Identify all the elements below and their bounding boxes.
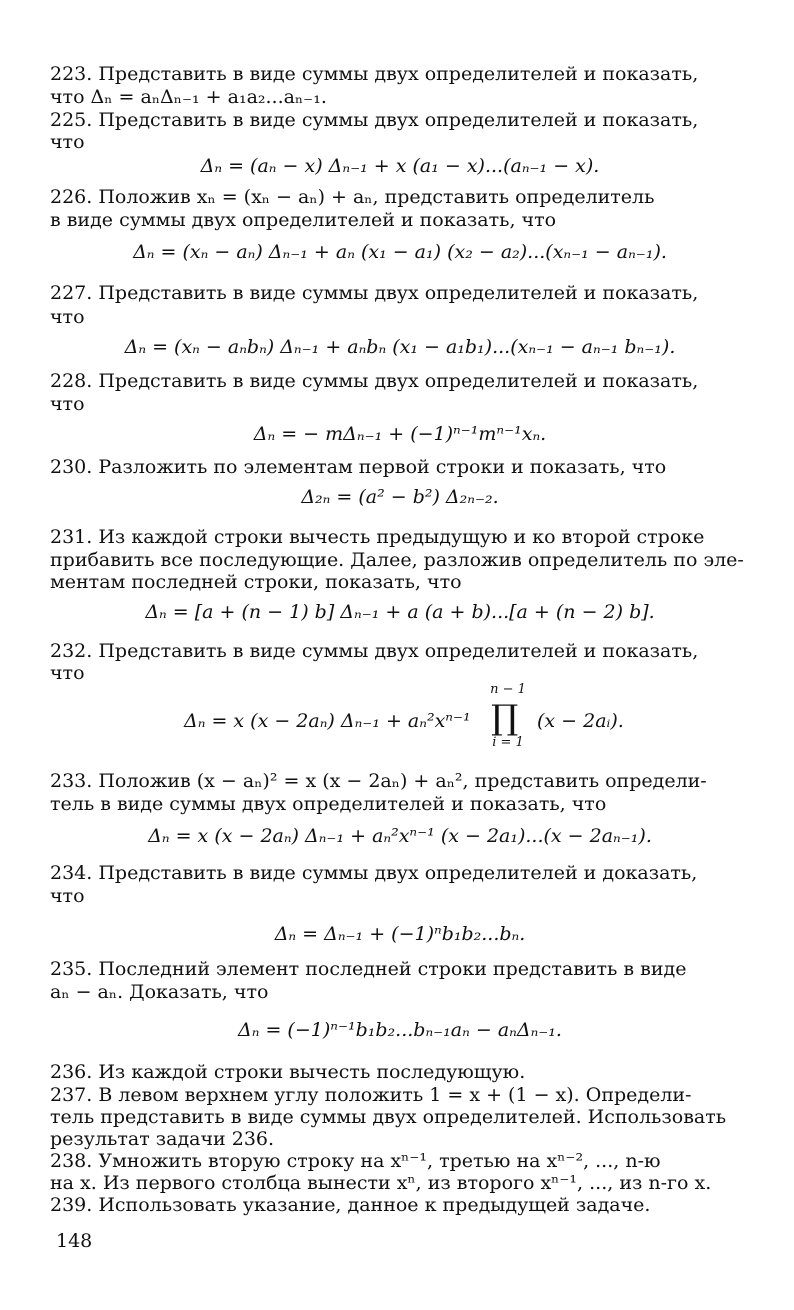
problem-236-line-1: 236. Из каждой строки вычесть последующую.: [50, 1061, 526, 1083]
product-symbol: ∏: [491, 698, 519, 738]
problem-235-formula: Δₙ = (−1)ⁿ⁻¹b₁b₂...bₙ₋₁aₙ − aₙΔₙ₋₁.: [238, 1019, 562, 1041]
problem-235-line-1: 235. Последний элемент последней строки представить в виде: [50, 958, 687, 980]
problem-227-formula: Δₙ = (xₙ − aₙbₙ) Δₙ₋₁ + aₙbₙ (x₁ − a₁b₁)...(xₙ₋₁ − aₙ₋₁ bₙ₋₁).: [124, 336, 676, 358]
problem-231-line-2: прибавить все последующие. Далее, разложив определитель по эле-: [50, 549, 744, 571]
problem-237-line-2: тель представить в виде суммы двух определителей. Использовать: [50, 1106, 727, 1128]
problem-238-line-1: 238. Умножить вторую строку на xⁿ⁻¹, третью на xⁿ⁻², ..., n-ю: [50, 1150, 661, 1172]
problem-223-line-2: что Δₙ = aₙΔₙ₋₁ + a₁a₂...aₙ₋₁.: [50, 86, 327, 108]
problem-225-line-2: что: [50, 131, 85, 153]
problem-234-formula: Δₙ = Δₙ₋₁ + (−1)ⁿb₁b₂...bₙ.: [274, 923, 526, 945]
problem-228-line-1: 228. Представить в виде суммы двух определителей и показать,: [50, 370, 699, 392]
problem-231-formula: Δₙ = [a + (n − 1) b] Δₙ₋₁ + a (a + b)...[a + (n − 2) b].: [145, 601, 655, 623]
page-number: 148: [56, 1230, 93, 1252]
problem-226-line-1: 226. Положив xₙ = (xₙ − aₙ) + aₙ, представить определитель: [50, 186, 655, 208]
problem-233-line-1: 233. Положив (x − aₙ)² = x (x − 2aₙ) + aₙ², представить определи-: [50, 770, 707, 792]
problem-238-line-2: на x. Из первого столбца вынести xⁿ, из второго xⁿ⁻¹, ..., из n-го x.: [50, 1172, 712, 1194]
problem-237-line-3: результат задачи 236.: [50, 1128, 275, 1150]
problem-228-formula: Δₙ = − mΔₙ₋₁ + (−1)ⁿ⁻¹mⁿ⁻¹xₙ.: [253, 423, 547, 445]
problem-225-formula: Δₙ = (aₙ − x) Δₙ₋₁ + x (a₁ − x)...(aₙ₋₁ − x).: [200, 155, 600, 177]
problem-234-line-1: 234. Представить в виде суммы двух определителей и доказать,: [50, 862, 698, 884]
problem-235-line-2: aₙ − aₙ. Доказать, что: [50, 981, 269, 1003]
problem-237-line-1: 237. В левом верхнем углу положить 1 = x + (1 − x). Определи-: [50, 1084, 692, 1106]
problem-233-line-2: тель в виде суммы двух определителей и показать, что: [50, 793, 607, 815]
problem-231-line-1: 231. Из каждой строки вычесть предыдущую и ко второй строке: [50, 526, 705, 548]
problem-228-line-2: что: [50, 393, 85, 415]
problem-232-line-1: 232. Представить в виде суммы двух определителей и показать,: [50, 640, 699, 662]
problem-227-line-2: что: [50, 306, 85, 328]
problem-223-line-1: 223. Представить в виде суммы двух определителей и показать,: [50, 63, 699, 85]
problem-227-line-1: 227. Представить в виде суммы двух определителей и показать,: [50, 282, 699, 304]
problem-230-formula: Δ₂ₙ = (a² − b²) Δ₂ₙ₋₂.: [301, 486, 499, 508]
product-upper-limit: n − 1: [490, 682, 526, 697]
problem-232-formula-right: (x − 2aᵢ).: [537, 710, 624, 732]
problem-239-line-1: 239. Использовать указание, данное к предыдущей задаче.: [50, 1194, 651, 1216]
product-lower-limit: i = 1: [492, 735, 524, 750]
problem-231-line-3: ментам последней строки, показать, что: [50, 571, 462, 593]
problem-232-line-2: что: [50, 662, 85, 684]
problem-225-line-1: 225. Представить в виде суммы двух определителей и показать,: [50, 109, 699, 131]
problem-234-line-2: что: [50, 885, 85, 907]
problem-233-formula: Δₙ = x (x − 2aₙ) Δₙ₋₁ + aₙ²xⁿ⁻¹ (x − 2a₁)...(x − 2aₙ₋₁).: [148, 825, 652, 847]
problem-232-formula-left: Δₙ = x (x − 2aₙ) Δₙ₋₁ + aₙ²xⁿ⁻¹: [184, 710, 471, 732]
problem-226-formula: Δₙ = (xₙ − aₙ) Δₙ₋₁ + aₙ (x₁ − a₁) (x₂ − a₂)...(xₙ₋₁ − aₙ₋₁).: [133, 241, 667, 263]
problem-232-formula: [50, 682, 750, 752]
problem-226-line-2: в виде суммы двух определителей и показать, что: [50, 209, 557, 231]
problem-230-line-1: 230. Разложить по элементам первой строки и показать, что: [50, 456, 667, 478]
